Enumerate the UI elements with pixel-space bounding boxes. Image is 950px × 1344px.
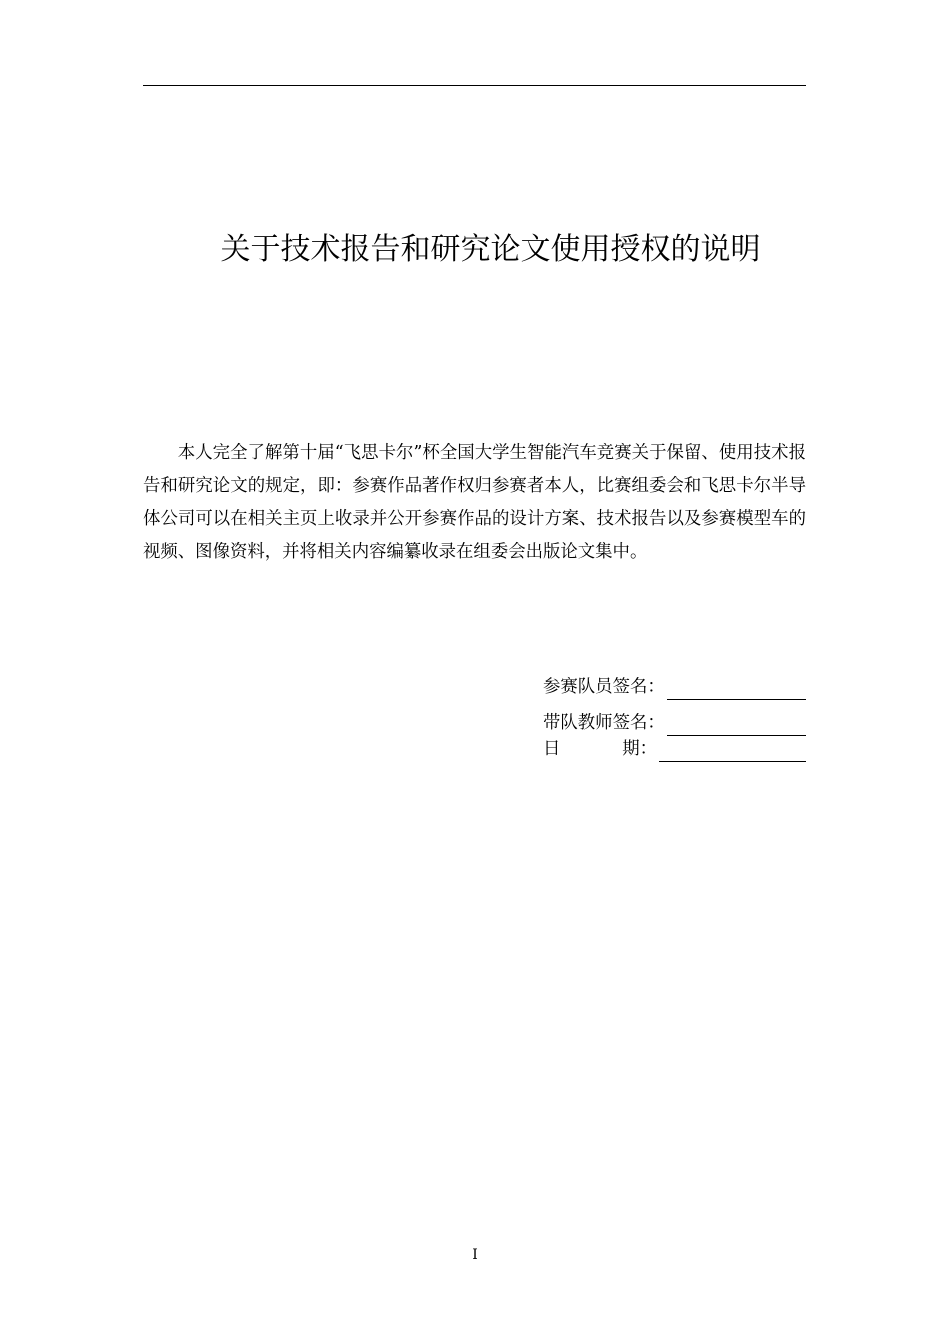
authorization-statement: 本人完全了解第十届“飞思卡尔”杯全国大学生智能汽车竞赛关于保留、使用技术报告和研究论文的规定，即：参赛作品著作权归参赛者本人，比赛组委会和飞思卡尔半导体公司可以在相关主页上收录并公开参赛作品的设计方案、技术报告以及参赛模型车的视频、图像资料，并将相关内容编纂收录在组委会出版论文集中。 <box>143 443 806 562</box>
date-row <box>543 736 806 762</box>
date-label-first: 日 <box>543 739 561 759</box>
signature-block <box>543 674 806 762</box>
member-signature-line[interactable] <box>667 677 806 700</box>
member-signature-label: 参赛队员签名： <box>543 677 665 697</box>
member-signature-row <box>543 674 806 700</box>
advisor-signature-line[interactable] <box>667 713 806 736</box>
document-title: 关于技术报告和研究论文使用授权的说明 <box>220 232 761 267</box>
page-number: I <box>472 1247 478 1263</box>
date-label <box>543 736 657 762</box>
advisor-signature-row <box>543 710 806 736</box>
date-line[interactable] <box>659 739 806 762</box>
advisor-signature-label: 带队教师签名： <box>543 713 665 733</box>
date-label-last: 期： <box>622 739 657 759</box>
header-rule <box>143 85 806 86</box>
